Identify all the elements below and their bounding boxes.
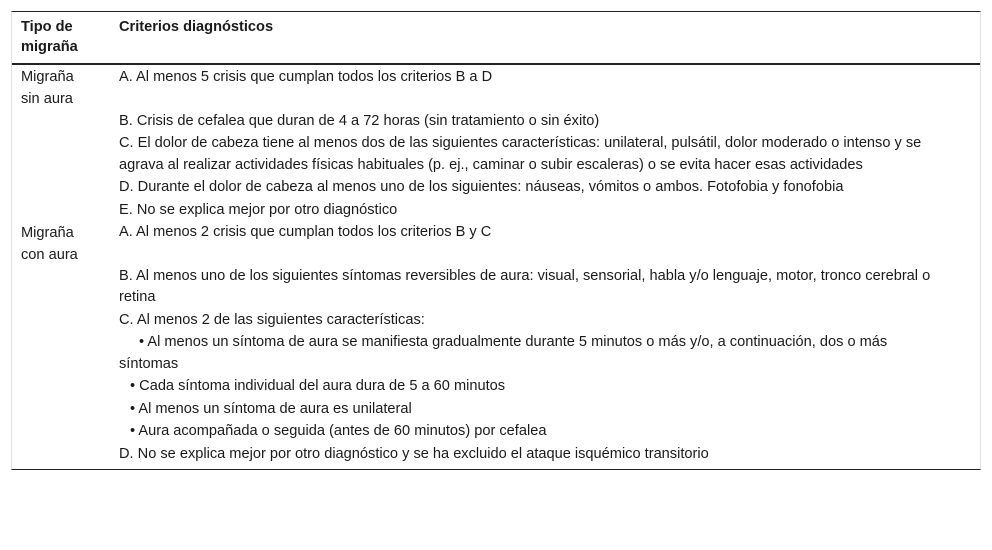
table-row (12, 133, 980, 177)
criterion-cell: D. No se explica mejor por otro diagnóstico y se ha excluido el ataque isquémico transitorio (119, 445, 709, 462)
table-row (12, 266, 980, 310)
table-header-row (12, 12, 980, 64)
criterion-cell: B. Crisis de cefalea que duran de 4 a 72 horas (sin tratamiento o sin éxito) (119, 112, 600, 129)
criterion-bullet-cell: • Al menos un síntoma de aura se manifiesta gradualmente durante 5 minutos o más y/o, a continuación, dos o más síntomas (119, 334, 888, 372)
migraine-criteria-table (12, 12, 980, 469)
table-row (12, 64, 980, 111)
criterion-cell: A. Al menos 2 crisis que cumplan todos los criterios B y C (119, 224, 492, 240)
criterion-cell: A. Al menos 5 crisis que cumplan todos los criterios B a D (119, 69, 493, 85)
type-label: Migraña con aura (21, 225, 78, 263)
criterion-cell: E. No se explica mejor por otro diagnóstico (119, 201, 398, 218)
criterion-cell: D. Durante el dolor de cabeza al menos uno de los siguientes: náuseas, vómitos o ambos. Fotofobia y fonofobia (119, 179, 844, 195)
table-row (12, 399, 980, 422)
header-criteria: Criterios diagnósticos (110, 12, 980, 64)
criterion-bullet-cell: • Aura acompañada o seguida (antes de 60 minutos) por cefalea (130, 423, 547, 439)
type-cell-sin-aura (12, 64, 110, 222)
table-row (12, 111, 980, 134)
criterion-cell: C. El dolor de cabeza tiene al menos dos de las siguientes características: unilateral, pulsátil, dolor moderado o intenso y se agrava al realizar actividades físicas habituales (p. ej., caminar o subir escaleras) o se evita hacer esas actividades (119, 135, 922, 173)
criterion-cell: B. Al menos uno de los siguientes síntomas reversibles de aura: visual, sensorial, habla y/o lenguaje, motor, tronco cerebral o retina (119, 267, 931, 305)
table-row (12, 222, 980, 266)
type-cell-con-aura (12, 222, 110, 469)
table-row (12, 177, 980, 200)
table-row (12, 376, 980, 399)
criteria-table-container (11, 11, 981, 470)
criterion-cell: C. Al menos 2 de las siguientes características: (119, 311, 425, 328)
table-row (12, 421, 980, 444)
header-type: Tipo de migraña (12, 12, 110, 64)
type-label: Migraña sin aura (21, 69, 74, 107)
table-row (12, 444, 980, 470)
table-row (12, 200, 980, 223)
criterion-bullet-cell: • Al menos un síntoma de aura es unilateral (130, 400, 412, 417)
table-row (12, 310, 980, 333)
table-row (12, 332, 980, 376)
criterion-bullet-cell: • Cada síntoma individual del aura dura de 5 a 60 minutos (130, 378, 506, 394)
